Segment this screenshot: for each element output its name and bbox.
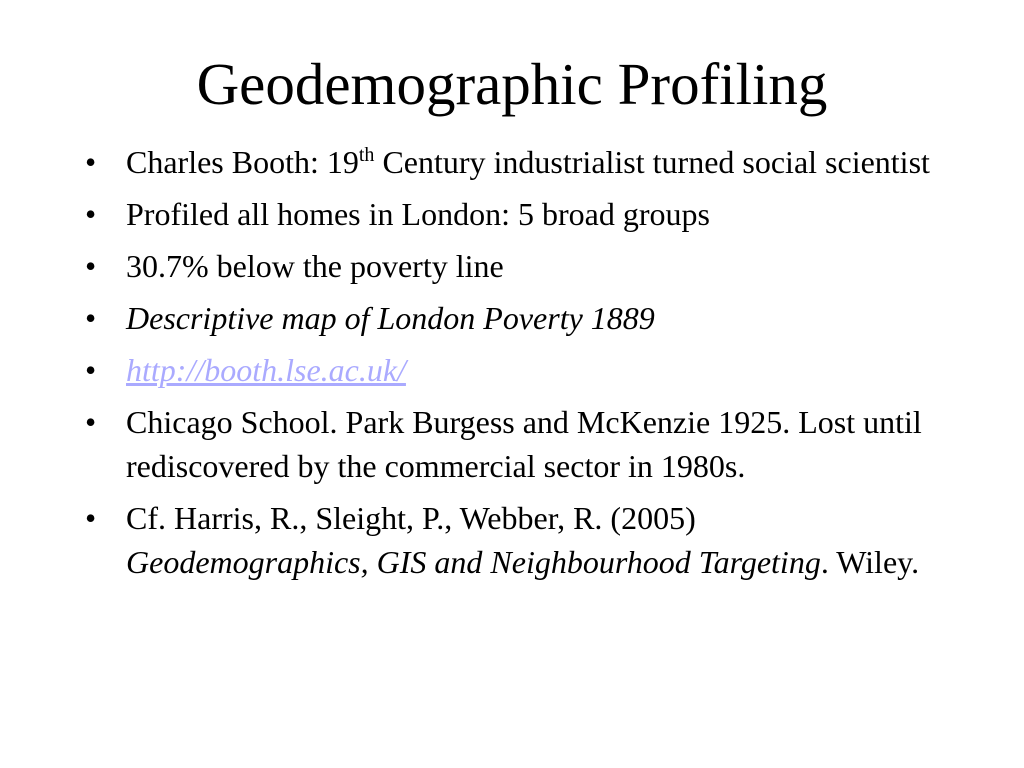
bullet-text: . Wiley. [820, 544, 920, 580]
bullet-text: Profiled all homes in London: 5 broad groups [126, 196, 710, 232]
booth-link[interactable]: http://booth.lse.ac.uk/ [126, 352, 406, 388]
book-title: Geodemographics, GIS and Neighbourhood Targeting [126, 544, 821, 580]
bullet-text-italic: Descriptive map of London Poverty 1889 [126, 300, 655, 336]
bullet-text: Century industrialist turned social scientist [374, 144, 930, 180]
bullet-point-icon: • [85, 196, 97, 232]
bullet-item-profiled [85, 192, 935, 236]
bullet-item-poverty [85, 244, 935, 288]
bullet-point-icon: • [85, 404, 97, 440]
bullet-item-link [85, 348, 935, 392]
bullet-text: Cf. Harris, R., Sleight, P., Webber, R. (2005) [126, 500, 696, 536]
bullet-point-icon: • [85, 500, 97, 536]
bullet-point-icon: • [85, 248, 97, 284]
superscript-text: th [358, 144, 375, 166]
bullet-item-map [85, 296, 935, 340]
bullet-point-icon: • [85, 144, 97, 180]
bullet-text: Charles Booth: 19 [126, 144, 359, 180]
bullet-item-reference [85, 496, 935, 584]
bullet-text: 30.7% below the poverty line [126, 248, 504, 284]
bullet-point-icon: • [85, 352, 97, 388]
bullet-point-icon: • [85, 300, 97, 336]
bullet-text: Chicago School. Park Burgess and McKenzie 1925. Lost until rediscovered by the commercial sector in 1980s. [126, 404, 922, 484]
slide-title: Geodemographic Profiling [196, 51, 828, 117]
bullet-item-chicago [85, 400, 935, 488]
bullet-list [85, 140, 935, 592]
bullet-item-booth [85, 140, 935, 184]
